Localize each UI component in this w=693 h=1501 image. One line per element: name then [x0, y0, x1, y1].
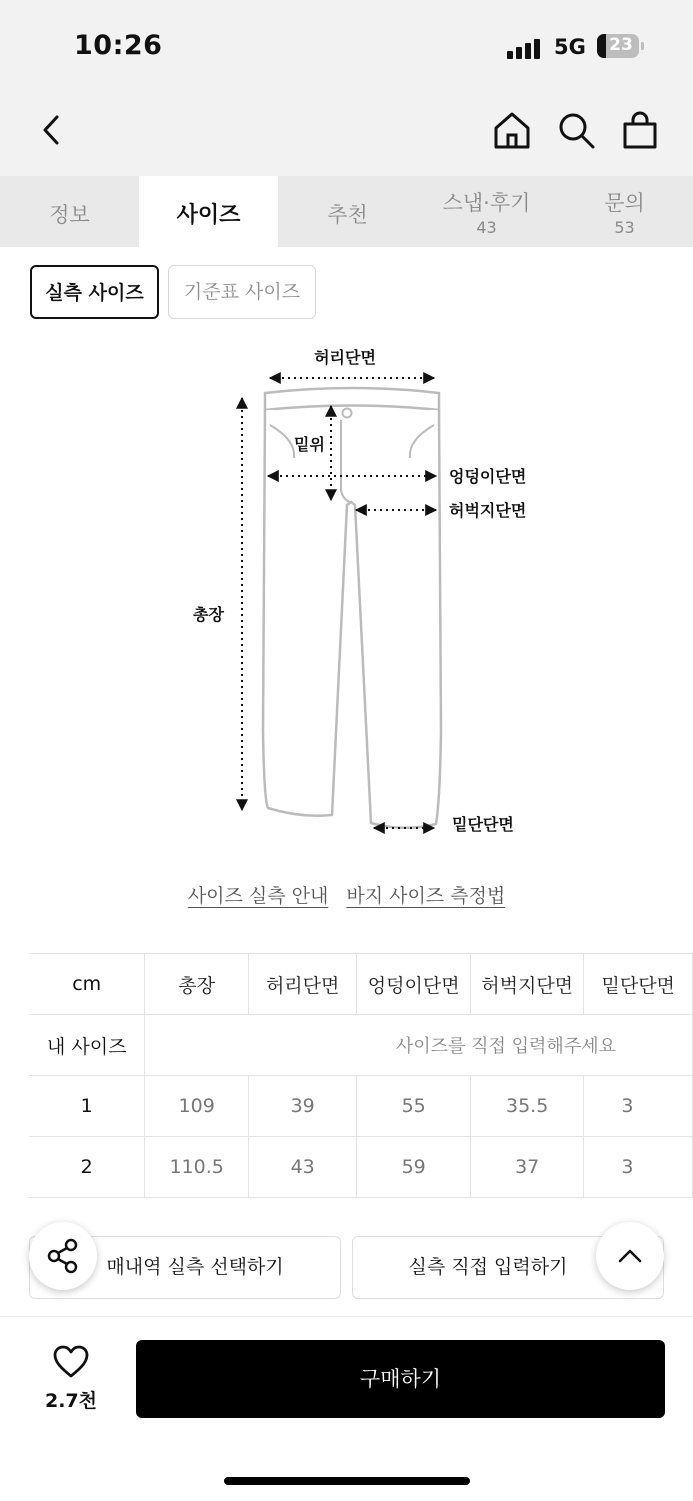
table-cell: 37	[470, 1137, 583, 1198]
size-guide-link[interactable]: 사이즈 실측 안내	[187, 885, 329, 907]
tab-label: 문의	[604, 191, 645, 215]
size-table	[29, 953, 693, 1198]
tab-snap-review[interactable]	[417, 176, 556, 247]
label-length: 총장	[193, 605, 224, 624]
back-button[interactable]	[32, 110, 72, 150]
chevron-up-icon	[596, 1222, 664, 1290]
label-rise: 밑위	[294, 435, 325, 454]
my-size-row	[29, 1015, 693, 1076]
table-header: 밑단단면	[584, 954, 693, 1015]
buy-button[interactable]: 구매하기	[136, 1340, 665, 1418]
table-cell: 43	[248, 1137, 357, 1198]
pants-measurement-diagram	[0, 330, 693, 850]
table-cell: 39	[248, 1076, 357, 1137]
tab-count: 53	[614, 218, 635, 237]
tab-info[interactable]	[0, 176, 139, 247]
battery-level: 23	[609, 35, 633, 55]
table-cell: 3	[584, 1076, 693, 1137]
top-bar	[0, 0, 693, 176]
signal-icon	[507, 37, 543, 59]
table-cell: 55	[357, 1076, 470, 1137]
size-label: 1	[29, 1076, 145, 1137]
heart-icon	[52, 1344, 90, 1380]
tab-label: 추천	[327, 203, 368, 227]
search-icon	[556, 110, 596, 150]
tab-inquiry[interactable]	[556, 176, 693, 247]
tab-size[interactable]	[139, 176, 278, 247]
status-time: 10:26	[74, 30, 163, 61]
home-button[interactable]	[492, 110, 532, 150]
table-header: 허벅지단면	[470, 954, 583, 1015]
size-guide-links	[0, 881, 693, 908]
scroll-top-button[interactable]	[596, 1222, 664, 1290]
tab-label: 스냅·후기	[442, 191, 531, 215]
table-header-row	[29, 954, 693, 1015]
table-cell: 110.5	[145, 1137, 248, 1198]
table-header: 엉덩이단면	[357, 954, 470, 1015]
tab-count: 43	[476, 218, 497, 237]
table-header: 허리단면	[248, 954, 357, 1015]
actual-size-toggle[interactable]: 실측 사이즈	[30, 265, 159, 319]
my-size-label: 내 사이즈	[29, 1015, 145, 1076]
my-size-input[interactable]: 사이즈를 직접 입력해주세요	[145, 1015, 693, 1076]
label-hip: 엉덩이단면	[449, 467, 527, 486]
label-waist: 허리단면	[314, 348, 376, 367]
tab-label: 정보	[49, 203, 90, 227]
tab-bar	[0, 176, 693, 247]
pants-illustration	[0, 330, 693, 850]
chevron-left-icon	[32, 110, 72, 150]
share-button[interactable]	[29, 1222, 97, 1290]
shopping-bag-icon	[620, 110, 660, 150]
tab-label: 사이즈	[176, 203, 241, 228]
label-thigh: 허벅지단면	[449, 501, 527, 520]
table-cell: 3	[584, 1137, 693, 1198]
like-count: 2.7천	[44, 1390, 97, 1412]
table-row	[29, 1137, 693, 1198]
share-icon	[29, 1222, 97, 1290]
home-icon	[492, 110, 532, 150]
size-label: 2	[29, 1137, 145, 1198]
table-header: cm	[29, 954, 145, 1015]
battery-icon	[597, 34, 639, 58]
manual-input-button[interactable]: 실측 직접 입력하기	[352, 1236, 664, 1299]
table-cell: 109	[145, 1076, 248, 1137]
standard-size-toggle[interactable]: 기준표 사이즈	[168, 265, 316, 319]
like-button[interactable]	[52, 1344, 90, 1380]
measure-method-link[interactable]: 바지 사이즈 측정법	[346, 885, 506, 907]
table-cell: 59	[357, 1137, 470, 1198]
search-button[interactable]	[556, 110, 596, 150]
label-hem: 밑단단면	[452, 815, 514, 834]
select-purchase-history-button[interactable]: 매내역 실측 선택하기	[29, 1236, 341, 1299]
cart-button[interactable]	[620, 110, 660, 150]
tab-recommend[interactable]	[278, 176, 417, 247]
table-header: 총장	[145, 954, 248, 1015]
table-row	[29, 1076, 693, 1137]
table-cell: 35.5	[470, 1076, 583, 1137]
network-type: 5G	[554, 35, 586, 59]
home-indicator	[224, 1477, 470, 1485]
